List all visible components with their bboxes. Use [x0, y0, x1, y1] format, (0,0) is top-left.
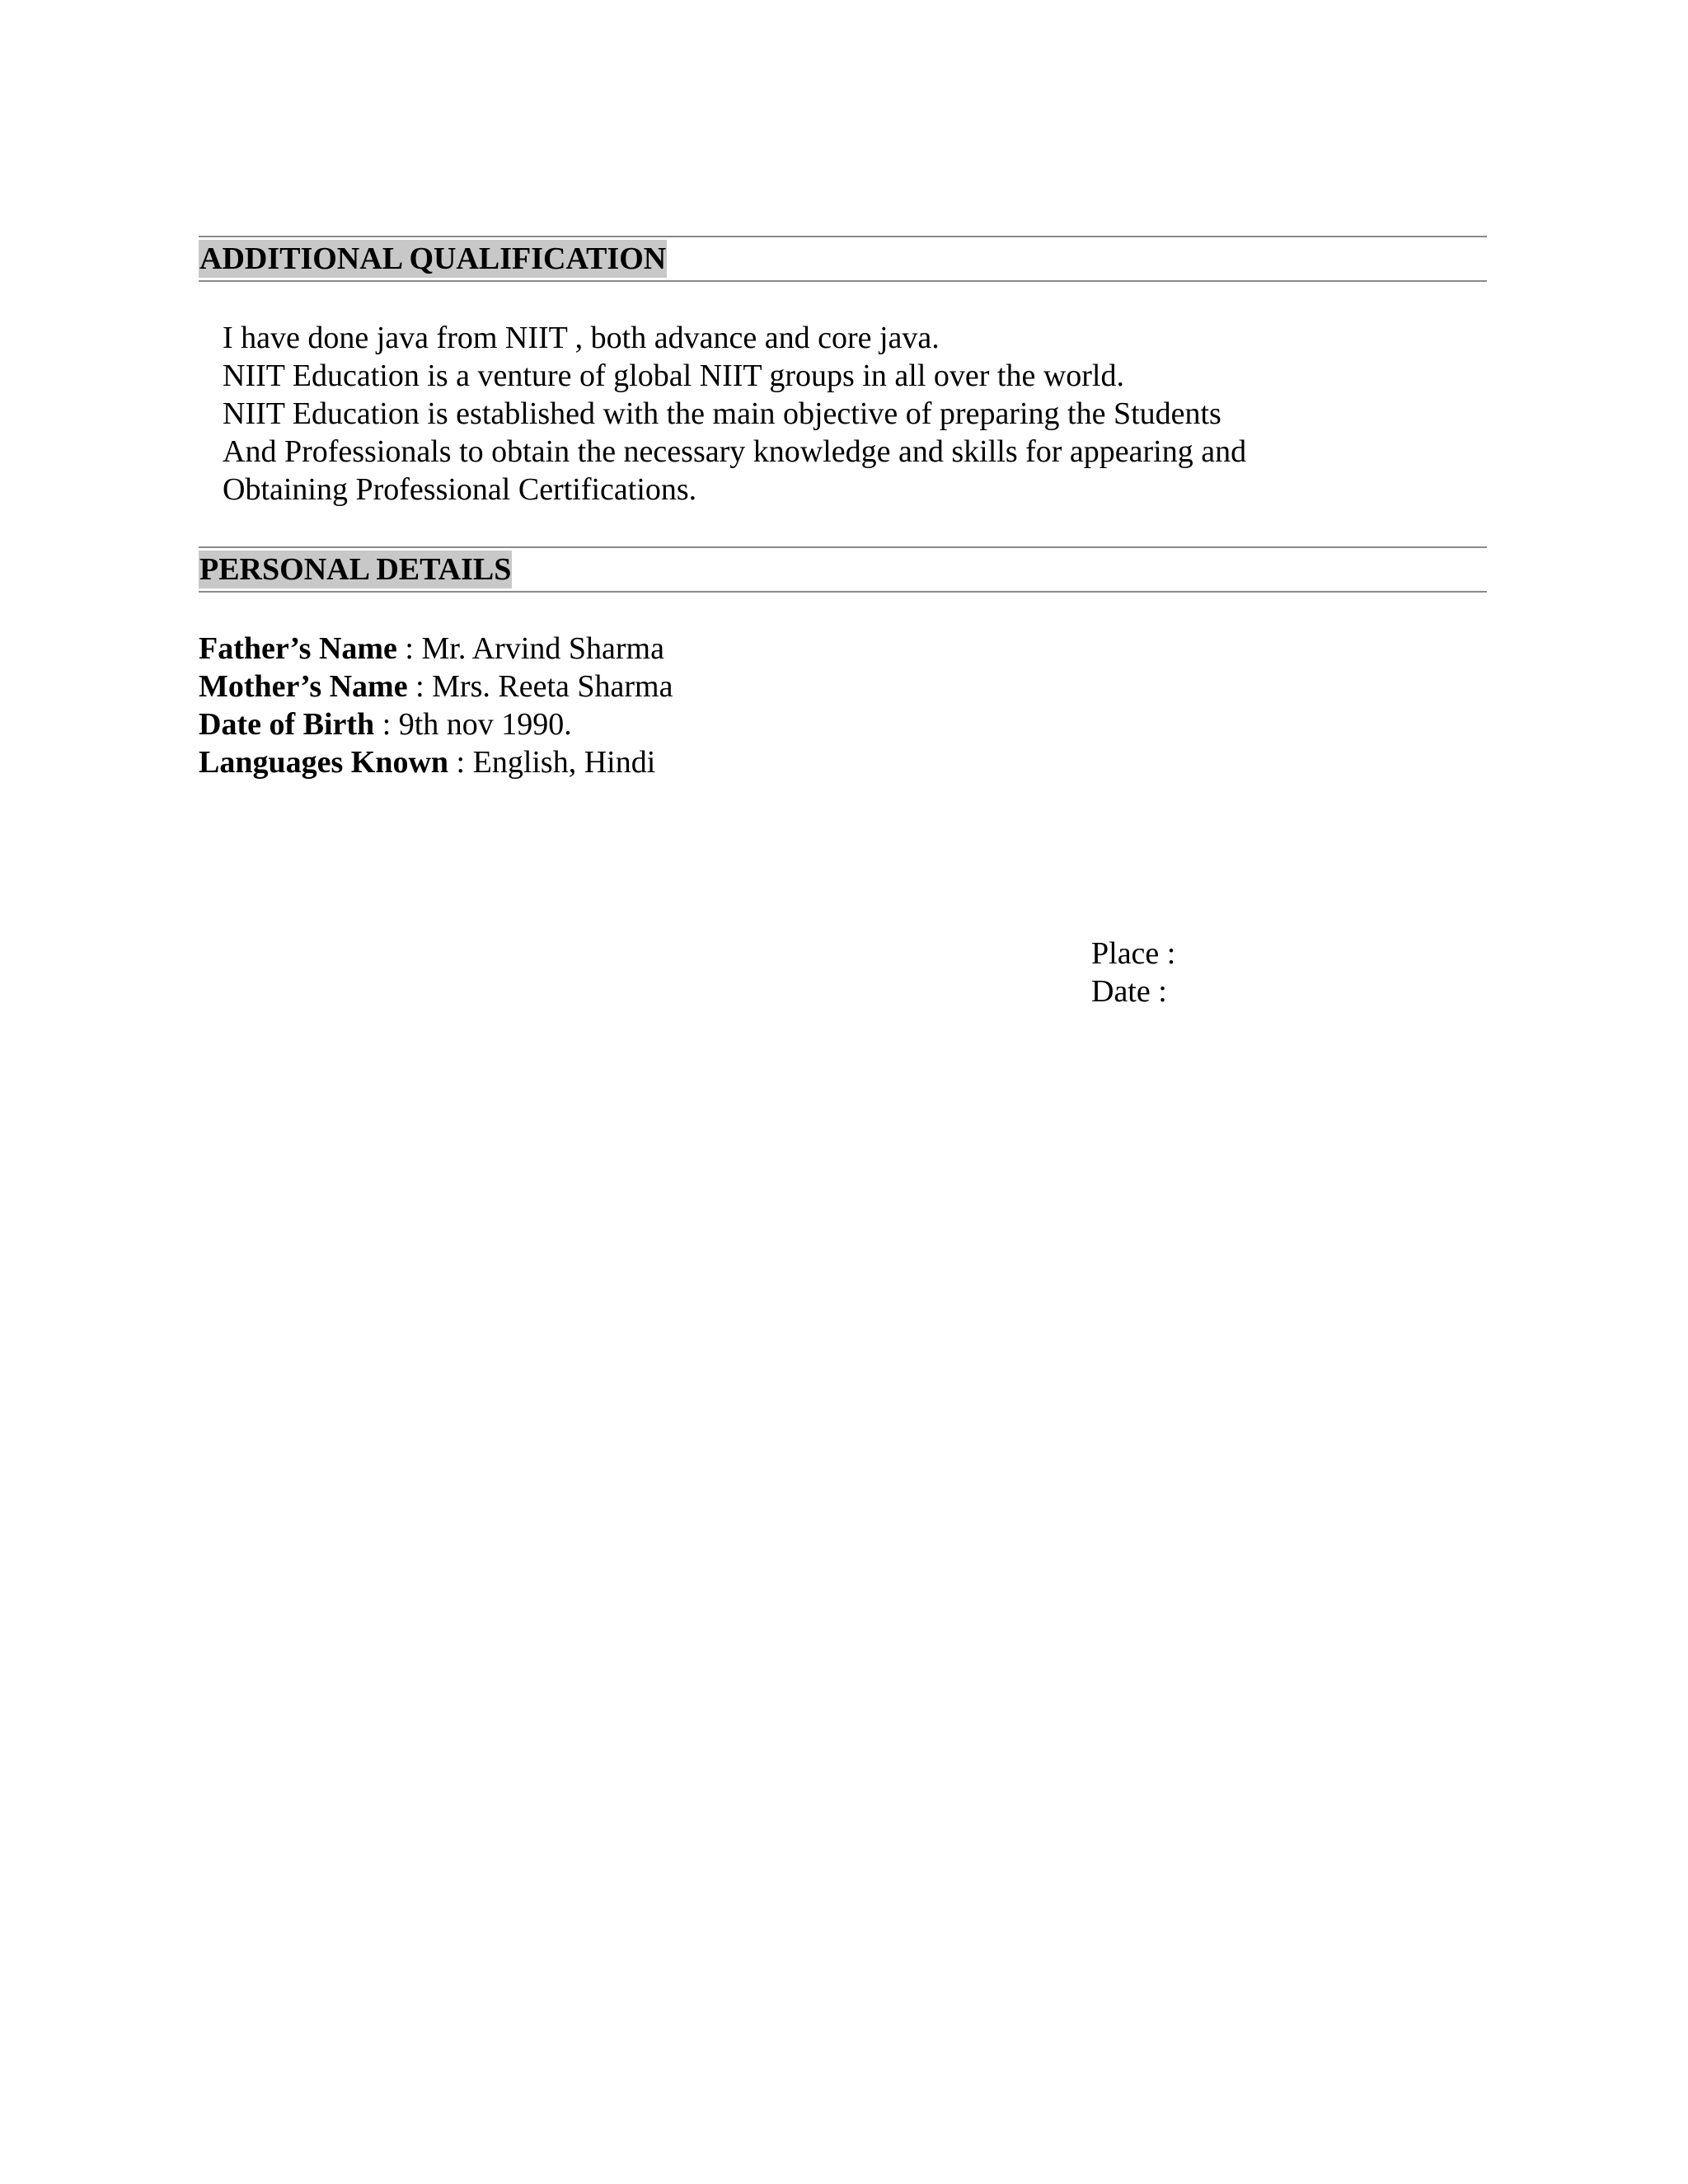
detail-label: Mother’s Name — [199, 669, 408, 704]
detail-row-fathers-name — [199, 630, 673, 668]
detail-label: Father’s Name — [199, 631, 397, 666]
place-label: Place : — [1091, 936, 1176, 971]
detail-row-languages-known — [199, 743, 673, 781]
qualification-line: And Professionals to obtain the necessary knowledge and skills for appearing and — [223, 434, 1247, 469]
qualification-line: NIIT Education is established with the main objective of preparing the Students — [223, 396, 1221, 431]
detail-row-date-of-birth — [199, 705, 673, 743]
personal-details-heading: PERSONAL DETAILS — [199, 552, 512, 587]
detail-value: : 9th nov 1990. — [374, 707, 572, 742]
section-top-rule — [199, 236, 1487, 237]
detail-value: : Mr. Arvind Sharma — [396, 631, 664, 666]
detail-value: : Mrs. Reeta Sharma — [407, 669, 673, 704]
detail-row-mothers-name — [199, 668, 673, 705]
additional-qualification-text — [223, 319, 1246, 509]
date-label: Date : — [1091, 974, 1167, 1009]
detail-label: Date of Birth — [199, 707, 375, 742]
detail-value: : English, Hindi — [448, 745, 656, 780]
additional-qualification-heading: ADDITIONAL QUALIFICATION — [199, 241, 667, 276]
qualification-line: I have done java from NIIT , both advance and core java. — [223, 321, 940, 355]
section-top-rule — [199, 546, 1487, 548]
qualification-line: NIIT Education is a venture of global NIIT groups in all over the world. — [223, 359, 1124, 393]
qualification-line: Obtaining Professional Certifications. — [223, 472, 697, 507]
section-bottom-rule — [199, 591, 1487, 593]
place-date-block — [1091, 935, 1175, 1010]
personal-details-list — [199, 630, 673, 781]
detail-label: Languages Known — [199, 745, 449, 780]
section-bottom-rule — [199, 280, 1487, 282]
